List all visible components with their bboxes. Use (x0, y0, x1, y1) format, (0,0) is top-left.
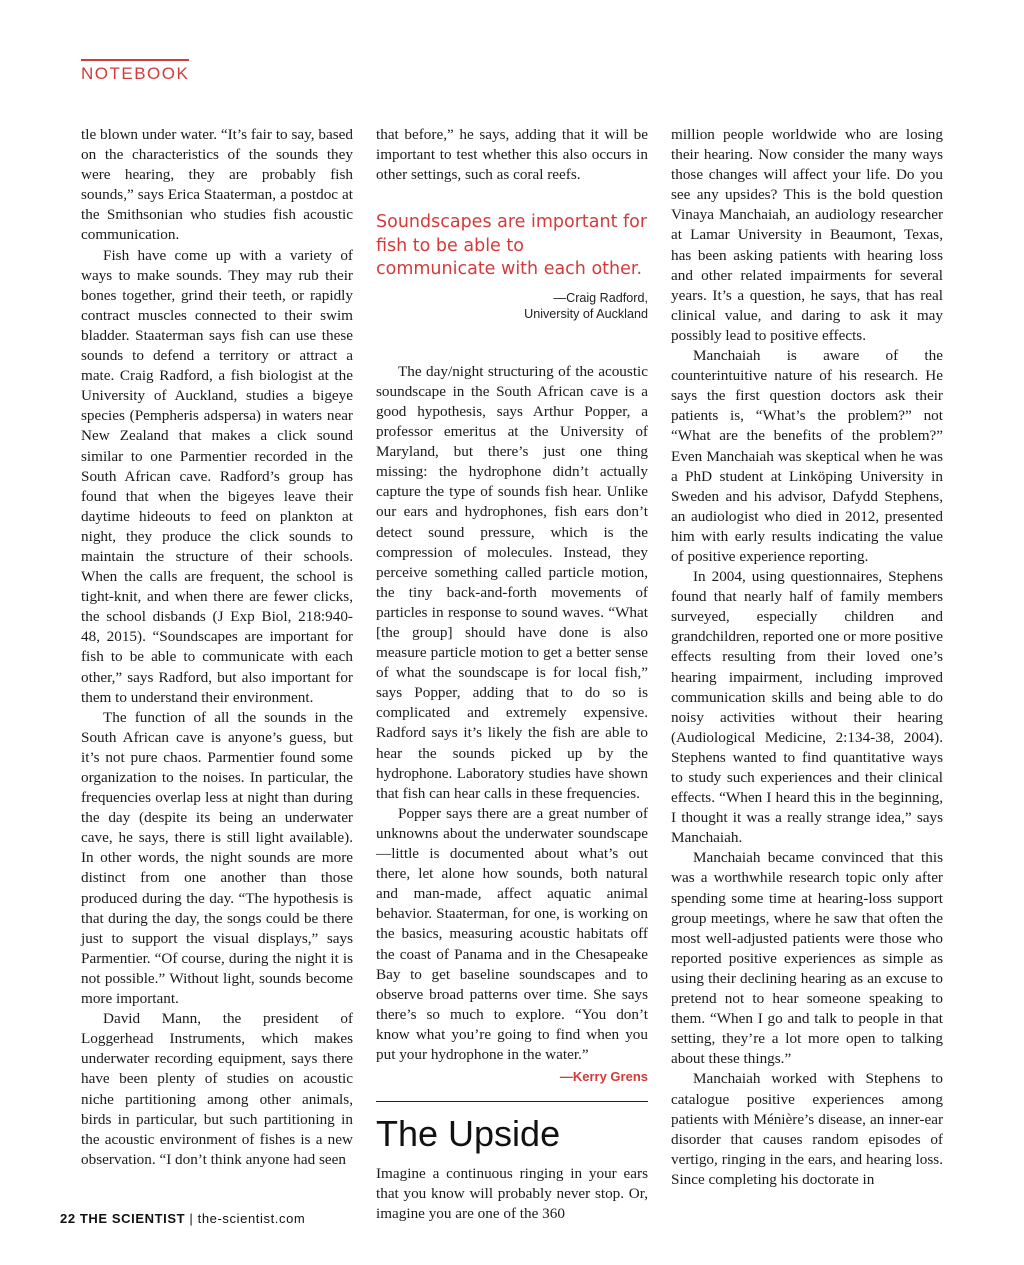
attribution-name: —Craig Radford, (553, 290, 648, 305)
paragraph: Imagine a continuous ringing in your ears that you know will probably never stop. Or, imagine you are one of the 360 (376, 1165, 648, 1223)
attribution-affiliation: University of Auckland (524, 306, 648, 321)
paragraph: Manchaiah is aware of the counterintuitive nature of his research. He says the first question doctors ask their patients is, “What’s the problem?” not “What are the benefits of the problem?” Even Manchaiah was skeptical when he was a PhD student at Linköping University in Sweden and his advisor, Dafydd Stephens, an audiologist who died in 2012, presented him with early results indicating the value of positive experience reporting. (671, 347, 943, 565)
article-title: The Upside (376, 1113, 561, 1155)
pull-quote-attribution (376, 290, 648, 322)
paragraph: Manchaiah became convinced that this was a worthwhile research topic only after spending some time at hearing-loss support group meetings, where he saw that often the most well-adjusted patients were those who reported positive experiences as simple as using their declining hearing as an excuse to pretend not to hear someone speaking to them. “When I go and talk to people in that setting, they’re a lot more open to talking about these things.” (671, 849, 943, 1068)
section-label: NOTEBOOK (81, 64, 190, 83)
section-divider (376, 1101, 648, 1102)
page-number: 22 (60, 1211, 76, 1226)
paragraph: David Mann, the president of Loggerhead Instruments, which makes underwater recording equipment, says there have been plenty of studies on acoustic niche partitioning among other animals, birds in particular, but such partitioning in the acoustic environment of fishes is a new observation. “I don’t think anyone had seen (81, 1010, 353, 1168)
paragraph: The function of all the sounds in the South African cave is anyone’s guess, but it’s not pure chaos. Parmentier found some organization to the noises. In particular, the frequencies overlap less at night than during the day (despite its being an underwater cave, he says, there is still light available). In other words, the night sounds are more distinct from one another than those produced during the day. “The hypothesis is that during the day, the songs could be there just to support the visual displays,” says Parmentier. “Of course, during the night it is not possible.” Without light, sounds become more important. (81, 708, 353, 1008)
paragraph: that before,” he says, adding that it will be important to test whether this also occurs in other settings, such as coral reefs. (376, 126, 648, 184)
footer-separator: | (189, 1211, 194, 1226)
paragraph: Popper says there are a great number of unknowns about the underwater soundscape—little is documented about what’s out there, let alone how sounds, both natural and man-made, affect aquatic animal behavior. Staaterman, for one, is working on the basics, measuring acoustic habitats off the coast of Panama and in the Chesapeake Bay to get baseline soundscapes and to observe broad patterns over time. She says there’s so much to explore. “You don’t know what you’re going to find when you put your hydrophone in the water.” (376, 804, 648, 1063)
page-footer (60, 1211, 305, 1226)
paragraph: Manchaiah worked with Stephens to catalogue positive experiences among patients with Ménière’s disease, an inner-ear disorder that causes random episodes of vertigo, ringing in the ears, and hearing loss. Since completing his doctorate in (671, 1070, 943, 1188)
section-rule (81, 59, 189, 61)
website-link[interactable]: the-scientist.com (197, 1211, 306, 1226)
publication-name: THE SCIENTIST (79, 1211, 186, 1226)
column-1 (81, 125, 353, 1170)
column-3 (671, 125, 943, 1190)
paragraph: In 2004, using questionnaires, Stephens found that nearly half of family members surveyed, especially children and grandchildren, reported one or more positive effects resulting from their loved one’s hearing impairment, including improved communication skills and being able to do noisy activities without their hearing (Audiological Medicine, 2:134-38, 2004). Stephens wanted to find quantitative ways to study such experiences and their clinical effects. “When I heard this in the beginning, I thought it was a really strange idea,” says Manchaiah. (671, 568, 943, 847)
paragraph: million people worldwide who are losing their hearing. Now consider the many ways those changes will affect your life. Do you see any upsides? This is the bold question Vinaya Manchaiah, an audiology researcher at Lamar University in Beaumont, Texas, has been asking patients with hearing loss and other related impairments for several years. It’s a question, he says, that has real clinical value, and daring to ask it may possibly lead to positive effects. (671, 126, 943, 344)
paragraph: The day/night structuring of the acoustic soundscape in the South African cave is a good hypothesis, says Arthur Popper, a professor emeritus at the University of Maryland, but there’s just one thing missing: the hydrophone didn’t actually capture the type of sounds fish hear. Unlike our ears and hydrophones, fish ears don’t detect sound pressure, which is the compression of molecules. Instead, they perceive something called particle motion, the tiny back-and-forth movements of particles in response to sound waves. “What [the group] should have done is also measure particle motion to get a better sense of what the soundscape is for local fish,” says Popper, adding that to do so is complicated and extremely expensive. Radford says it’s likely the fish are able to hear the sounds picked up by the hydrophone. Laboratory studies have shown that fish can hear calls in these frequencies. (376, 362, 648, 802)
author-byline: —Kerry Grens (559, 1069, 648, 1085)
column-2 (376, 125, 648, 1224)
paragraph: tle blown under water. “It’s fair to say, based on the characteristics of the sounds they were hearing, they are probably fish sounds,” says Erica Staaterman, a postdoc at the Smithsonian who studies fish acoustic communication. (81, 126, 353, 244)
paragraph: Fish have come up with a variety of ways to make sounds. They may rub their bones together, grind their teeth, or rapidly contract muscles connected to their swim bladder. Staaterman says fish can use these sounds to defend a territory or attract a mate. Craig Radford, a fish biologist at the University of Auckland, studies a bigeye species (Pempheris adspersa) in waters near New Zealand that makes a click sound similar to one Parmentier recorded in the South African cave. Radford’s group has found that when the bigeyes leave their daytime hideouts to feed on plankton at night, they produce the click sounds to maintain the structure of their schools. When the calls are frequent, the school is tight-knit, and when there are fewer clicks, the school disbands (J Exp Biol, 218:940-48, 2015). “Soundscapes are important for fish to be able to communicate with each other,” says Radford, but also important for them to understand their environment. (81, 246, 353, 706)
pull-quote: Soundscapes are important for fish to be able to communicate with each other. (376, 212, 648, 280)
